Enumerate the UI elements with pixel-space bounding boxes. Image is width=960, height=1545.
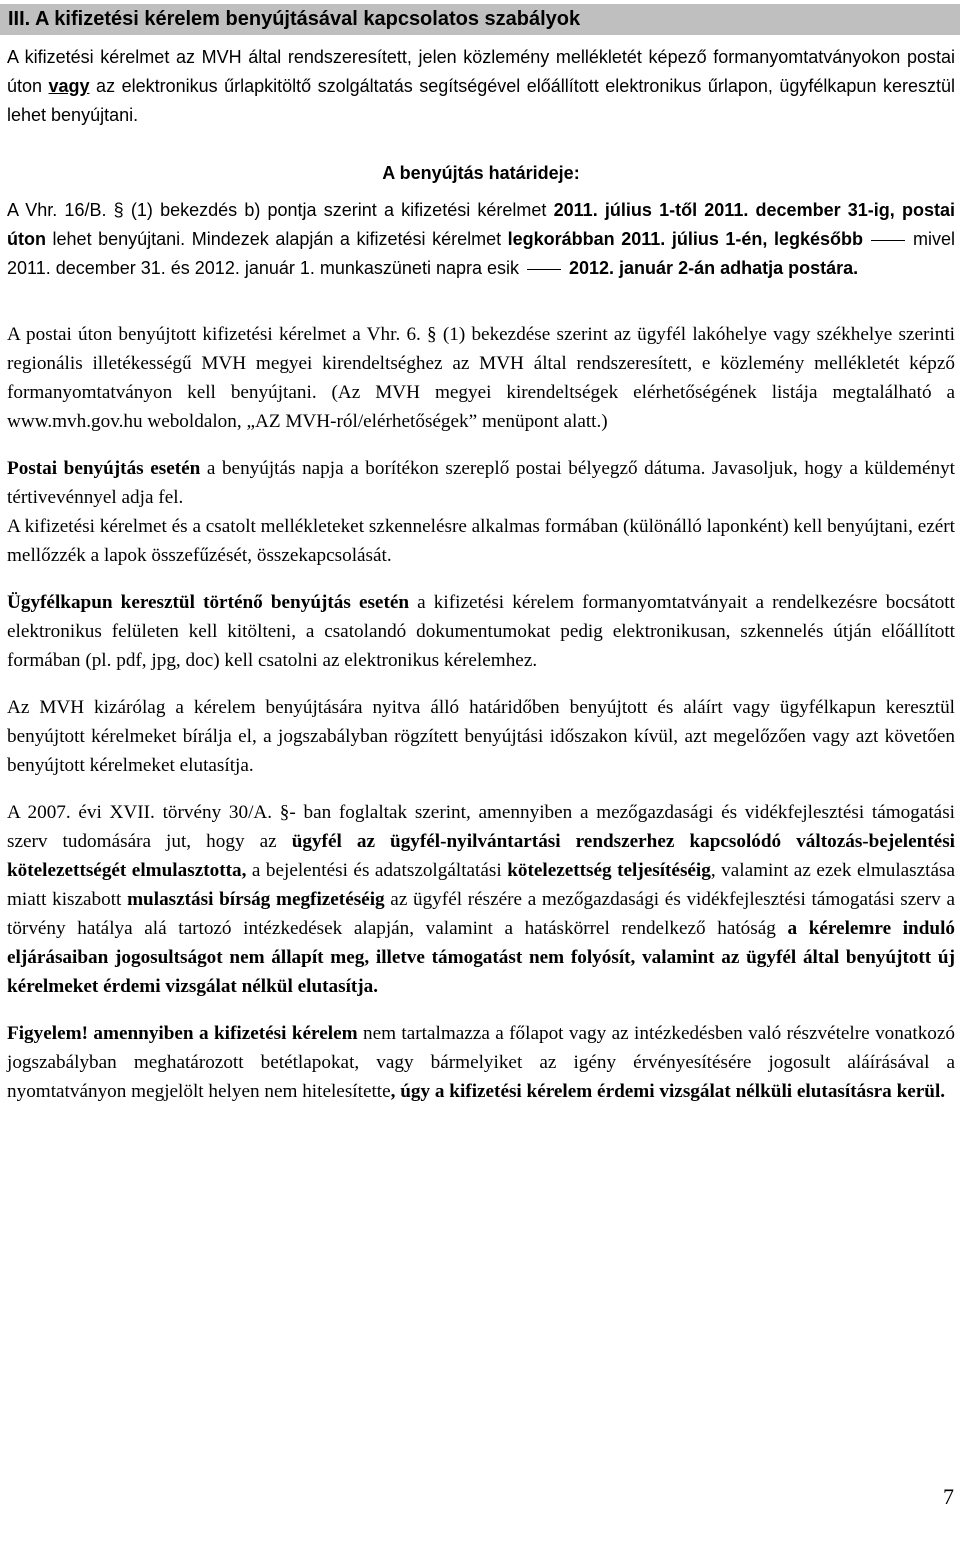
paragraph-postal-date: Postai benyújtás esetén a benyújtás napja a borítékon szereplő postai bélyegző dátuma. Javasoljuk, hogy a küldeményt tértivevénnyel adja fel. [7, 458, 955, 508]
dash-separator [527, 269, 561, 270]
paragraph-law-reference: A 2007. évi XVII. törvény 30/A. §- ban foglaltak szerint, amennyiben a mezőgazdasági és vidékfejlesztési támogatási szerv tudomására jut, hogy az ügyfél az ügyfél-nyilvántartási rendszerhez kapcsolódó változás-bejelentési kötelezettségét elmulasztotta, a bejelentési és adatszolgáltatási kötelezettség teljesítéséig, valamint az ezek elmulasztása miatt kiszabott mulasztási bírság megfizetéséig az ügyfél részére a mezőgazdasági és vidékfejlesztési támogatási szerv a törvény hatálya alá tartozó intézkedések alapján, valamint a hatáskörrel rendelkező hatóság a kérelemre induló eljárásaiban jogosultságot nem állapít meg, illetve támogatást nem folyósít, valamint az ügyfél által benyújtott új kérelmeket érdemi vizsgálat nélkül elutasítja. [7, 802, 955, 997]
section-heading: III. A kifizetési kérelem benyújtásával kapcsolatos szabályok [0, 4, 960, 35]
paragraph-postal-submission: A postai úton benyújtott kifizetési kérelmet a Vhr. 6. § (1) bekezdése szerint az ügyfél lakóhelye vagy székhelye szerinti regionális illetékességű MVH megyei kirendeltséghez az MVH által rendszeresített, e közlemény mellékletét képző formanyomtatványon kell benyújtani. (Az MVH megyei kirendeltségek elérhetőségének listája megtalálható a www.mvh.gov.hu weboldalon, „AZ MVH-ról/elérhetőségek” menüpont alatt.) [7, 324, 955, 432]
paragraph-deadline: A Vhr. 16/B. § (1) bekezdés b) pontja szerint a kifizetési kérelmet 2011. július 1-től 2011. december 31-ig, postai úton lehet benyújtani. Mindezek alapján a kifizetési kérelmet legkorábban 2011. július 1-én, legkésőbb mivel 2011. december 31. és 2012. január 1. munkaszüneti napra esik 2012. január 2-án adhatja postára. [7, 200, 955, 278]
emphasis-or: vagy [48, 76, 90, 96]
paragraph-warning: Figyelem! amennyiben a kifizetési kérelem nem tartalmazza a főlapot vagy az intézkedésben való részvételre vonatkozó jogszabályban meghatározott betétlapokat, vagy bármelyiket az igény érvényesítésére jogosult aláírásával a nyomtatványon megjelölt helyen nem hitelesítette, úgy a kifizetési kérelem érdemi vizsgálat nélküli elutasításra kerül. [7, 1023, 955, 1102]
paragraph-scanning: A kifizetési kérelmet és a csatolt mellékleteket szkennelésre alkalmas formában (különálló laponként) kell benyújtani, ezért mellőzzék a lapok összefűzését, összekapcsolását. [7, 516, 955, 566]
paragraph-submission-methods: A kifizetési kérelmet az MVH által rendszeresített, jelen közlemény mellékletét képező formanyomtatványokon postai úton vagy az elektronikus űrlapkitöltő szolgáltatás segítségével előállított elektronikus űrlapon, ügyfélkapun keresztül lehet benyújtani. [7, 47, 955, 125]
page-number: 7 [943, 1484, 954, 1509]
dash-separator [871, 240, 905, 241]
deadline-title: A benyújtás határideje: [382, 163, 580, 183]
document-body [0, 35, 960, 1106]
paragraph-client-gate: Ügyfélkapun keresztül történő benyújtás esetén a kifizetési kérelem formanyomtatványait a rendelkezésre bocsátott elektronikus felületen kell kitölteni, a csatolandó dokumentumokat pedig elektronikusan, szkennelés útján előállított formában (pl. pdf, jpg, doc) kell csatolni az elektronikus kérelemhez. [7, 592, 955, 671]
paragraph-evaluation: Az MVH kizárólag a kérelem benyújtására nyitva álló határidőben benyújtott és aláírt vagy ügyfélkapun keresztül benyújtott kérelmeket bírálja el, a jogszabályban rögzített benyújtási időszakon kívül, azt megelőzően vagy azt követően benyújtott kérelmeket elutasítja. [7, 697, 955, 776]
